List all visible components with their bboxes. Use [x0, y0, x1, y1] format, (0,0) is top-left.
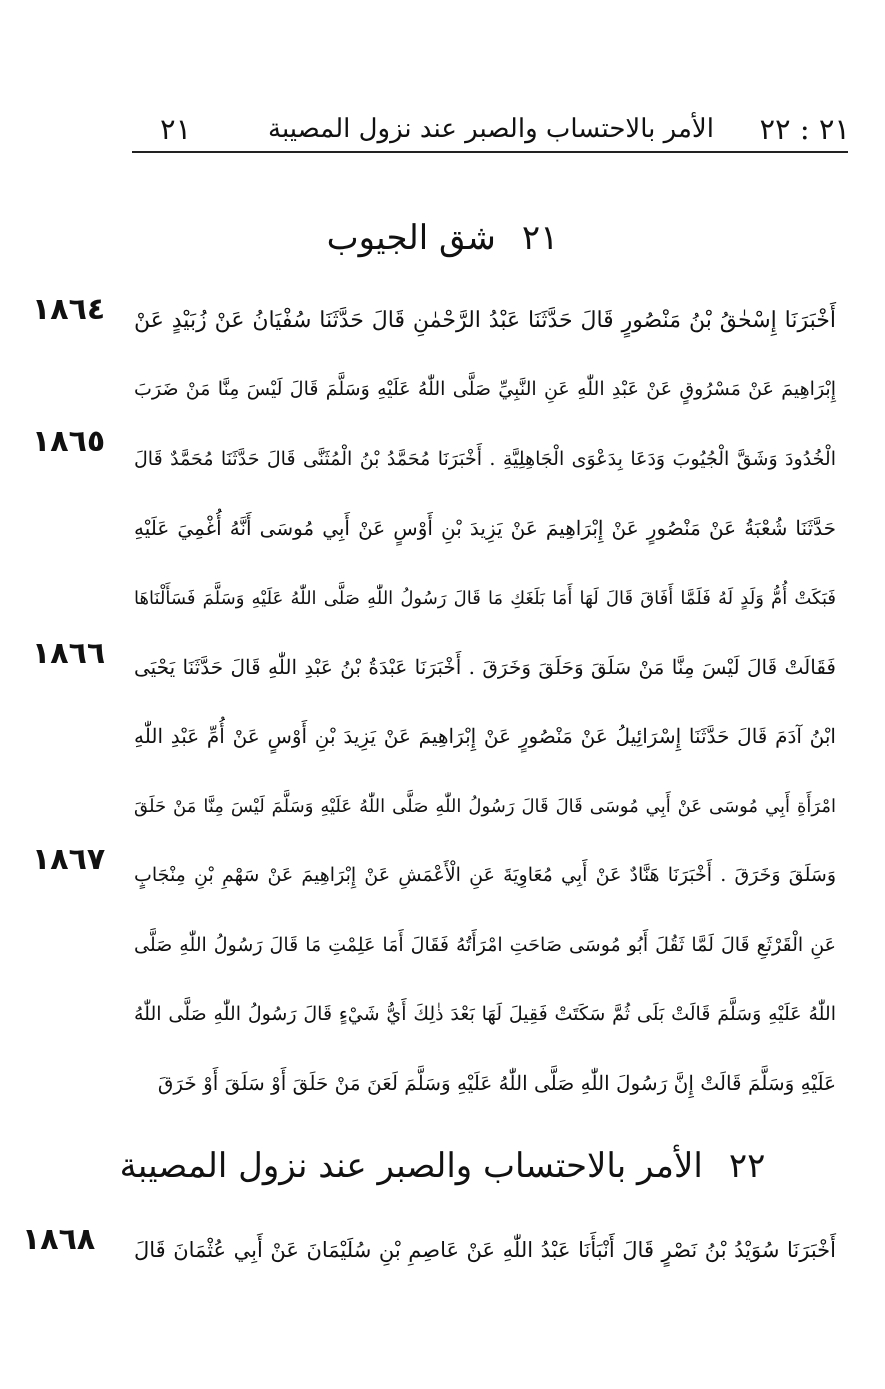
text-line: عَلَيْهِ وَسَلَّمَ قَالَتْ إِنَّ رَسُولَ اللّٰهِ صَلَّى اللّٰهُ عَلَيْهِ وَسَلَّمَ لَعَنَ مَنْ حَلَقَ أَوْ سَلَقَ أَوْ خَرَقَ: [157, 1071, 836, 1096]
header-rule: [132, 151, 848, 153]
hadith-number: ١٨٦٤: [32, 292, 106, 327]
header-title: الأمر بالاحتساب والصبر عند نزول المصيبة: [268, 114, 714, 144]
hadith-number: ١٨٦٦: [32, 636, 106, 671]
text-line: أَخْبَرَنَا إِسْحٰقُ بْنُ مَنْصُورٍ قَالَ حَدَّثَنَا عَبْدُ الرَّحْمٰنِ قَالَ حَدَّثَنَا سُفْيَانُ عَنْ زُبَيْدٍ عَنْ: [134, 308, 836, 333]
text-line: أَخْبَرَنَا سُوَيْدُ بْنُ نَصْرٍ قَالَ أَنْبَأَنَا عَبْدُ اللّٰهِ عَنْ عَاصِمِ بْنِ سُلَيْمَانَ عَنْ أَبِي عُثْمَانَ قَالَ: [134, 1238, 837, 1262]
section-heading-21: [0, 218, 885, 258]
text-line: عَنِ الْقَرْثَعِ قَالَ لَمَّا ثَقُلَ أَبُو مُوسَى صَاحَتِ امْرَأَتُهُ فَقَالَ أَمَا عَلِمْتِ مَا قَالَ رَسُولُ اللّٰهِ صَلَّى: [134, 933, 836, 956]
section-21-text: [134, 286, 836, 1119]
section-22-text: [134, 1216, 836, 1285]
section-number: ٢١: [521, 218, 559, 258]
text-line: اللّٰهُ عَلَيْهِ وَسَلَّمَ قَالَتْ بَلَى ثُمَّ سَكَتَتْ فَقِيلَ لَهَا بَعْدَ ذٰلِكَ أَيُّ شَيْءٍ قَالَ رَسُولُ اللّٰهِ صَلَّى اللّٰهُ: [134, 1002, 836, 1025]
text-line: فَبَكَتْ أُمُّ وَلَدٍ لَهُ فَلَمَّا أَفَاقَ قَالَ لَهَا أَمَا بَلَغَكِ مَا قَالَ رَسُولُ اللّٰهِ صَلَّى اللّٰهُ عَلَيْهِ وَسَلَّمَ فَسَأَلْنَاهَا: [134, 587, 836, 609]
text-line: الْخُدُودَ وَشَقَّ الْجُيُوبَ وَدَعَا بِدَعْوَى الْجَاهِلِيَّةِ . أَخْبَرَنَا مُحَمَّدُ بْنُ الْمُثَنَّى قَالَ حَدَّثَنَا مُحَمَّدٌ قَالَ: [134, 447, 836, 470]
section-number: ٢٢: [728, 1146, 766, 1186]
section-title: شق الجيوب: [326, 218, 496, 258]
text-line: ابْنُ آدَمَ قَالَ حَدَّثَنَا إِسْرَائِيلُ عَنْ مَنْصُورٍ عَنْ إِبْرَاهِيمَ عَنْ يَزِيدَ بْنِ أَوْسٍ عَنْ أُمِّ عَبْدِ اللّٰهِ: [134, 724, 836, 749]
running-header: [132, 108, 850, 148]
section-title: الأمر بالاحتساب والصبر عند نزول المصيبة: [119, 1146, 703, 1186]
page-number: ٢١: [160, 112, 192, 146]
text-line: فَقَالَتْ قَالَ لَيْسَ مِنَّا مَنْ سَلَقَ وَحَلَقَ وَخَرَقَ . أَخْبَرَنَا عَبْدَةُ بْنُ عَبْدِ اللّٰهِ قَالَ حَدَّثَنَا يَحْيَى: [134, 654, 836, 679]
section-heading-22: [0, 1146, 885, 1186]
hadith-number: ١٨٦٥: [32, 424, 106, 459]
hadith-number: ١٨٦٨: [22, 1222, 96, 1257]
text-line: وَسَلَقَ وَخَرَقَ . أَخْبَرَنَا هَنَّادٌ عَنْ أَبِي مُعَاوِيَةَ عَنِ الْأَعْمَشِ عَنْ إِبْرَاهِيمَ عَنْ سَهْمِ بْنِ مِنْجَابٍ: [134, 864, 836, 887]
text-line: امْرَأَةِ أَبِي مُوسَى عَنْ أَبِي مُوسَى قَالَ قَالَ رَسُولُ اللّٰهِ صَلَّى اللّٰهُ عَلَيْهِ وَسَلَّمَ لَيْسَ مِنَّا مَنْ حَلَقَ: [134, 795, 836, 817]
header-chapter-range: ٢١ : ٢٢: [759, 112, 850, 146]
text-line: إِبْرَاهِيمَ عَنْ مَسْرُوقٍ عَنْ عَبْدِ اللّٰهِ عَنِ النَّبِيِّ صَلَّى اللّٰهُ عَلَيْهِ وَسَلَّمَ قَالَ لَيْسَ مِنَّا مَنْ ضَرَبَ: [134, 378, 836, 401]
hadith-number: ١٨٦٧: [32, 842, 106, 877]
text-line: حَدَّثَنَا شُعْبَةُ عَنْ مَنْصُورٍ عَنْ إِبْرَاهِيمَ عَنْ يَزِيدَ بْنِ أَوْسٍ عَنْ أَبِي مُوسَى أَنَّهُ أُغْمِيَ عَلَيْهِ: [134, 516, 836, 541]
